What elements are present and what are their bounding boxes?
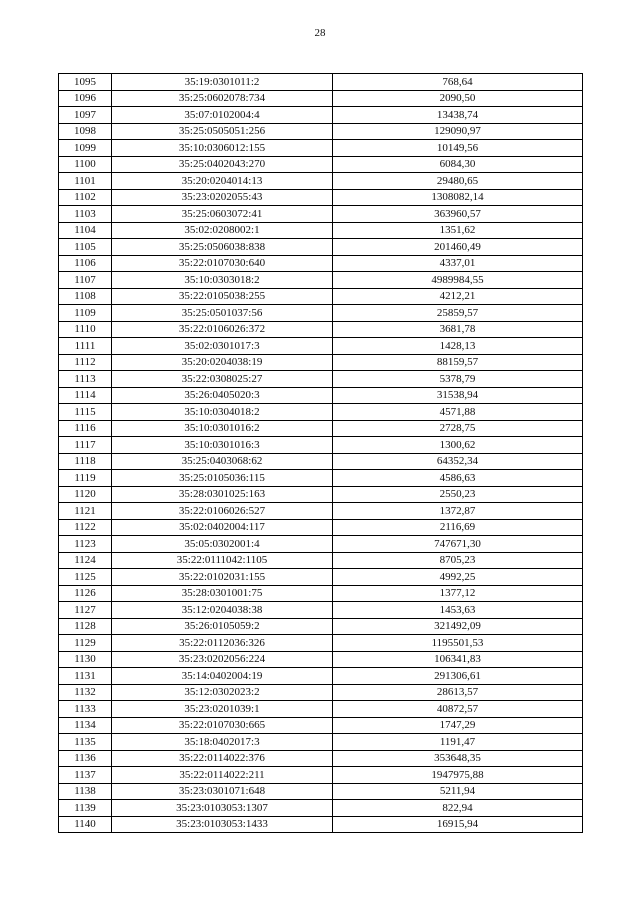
cadastral-value-cell: 13438,74 — [333, 107, 583, 124]
cadastral-number-cell: 35:10:0306012:155 — [112, 140, 333, 157]
row-number-cell: 1117 — [59, 437, 112, 454]
row-number-cell: 1119 — [59, 470, 112, 487]
row-number-cell: 1138 — [59, 783, 112, 800]
cadastral-value-cell: 5378,79 — [333, 371, 583, 388]
cadastral-number-cell: 35:22:0107030:665 — [112, 717, 333, 734]
table-body — [59, 74, 583, 833]
cadastral-value-cell: 25859,57 — [333, 305, 583, 322]
cadastral-number-cell: 35:22:0112036:326 — [112, 635, 333, 652]
cadastral-number-cell: 35:18:0402017:3 — [112, 734, 333, 751]
table-row — [59, 222, 583, 239]
table-row — [59, 338, 583, 355]
row-number-cell: 1124 — [59, 552, 112, 569]
cadastral-number-cell: 35:28:0301001:75 — [112, 585, 333, 602]
row-number-cell: 1121 — [59, 503, 112, 520]
table-row — [59, 635, 583, 652]
table-row — [59, 206, 583, 223]
cadastral-number-cell: 35:22:0114022:376 — [112, 750, 333, 767]
cadastral-number-cell: 35:22:0107030:640 — [112, 255, 333, 272]
cadastral-number-cell: 35:20:0204038:19 — [112, 354, 333, 371]
row-number-cell: 1135 — [59, 734, 112, 751]
cadastral-number-cell: 35:22:0114022:211 — [112, 767, 333, 784]
cadastral-number-cell: 35:25:0602078:734 — [112, 90, 333, 107]
cadastral-value-cell: 1377,12 — [333, 585, 583, 602]
table-row — [59, 618, 583, 635]
cadastral-number-cell: 35:23:0202055:43 — [112, 189, 333, 206]
table-row — [59, 321, 583, 338]
table-row — [59, 519, 583, 536]
row-number-cell: 1137 — [59, 767, 112, 784]
cadastral-value-cell: 29480,65 — [333, 173, 583, 190]
table-row — [59, 800, 583, 817]
cadastral-number-cell: 35:02:0301017:3 — [112, 338, 333, 355]
cadastral-value-cell: 1372,87 — [333, 503, 583, 520]
table-row — [59, 536, 583, 553]
cadastral-value-cell: 106341,83 — [333, 651, 583, 668]
cadastral-value-cell: 291306,61 — [333, 668, 583, 685]
table-row — [59, 90, 583, 107]
cadastral-number-cell: 35:19:0301011:2 — [112, 74, 333, 91]
row-number-cell: 1139 — [59, 800, 112, 817]
table-row — [59, 404, 583, 421]
table-row — [59, 503, 583, 520]
row-number-cell: 1105 — [59, 239, 112, 256]
row-number-cell: 1122 — [59, 519, 112, 536]
cadastral-value-cell: 321492,09 — [333, 618, 583, 635]
cadastral-value-cell: 1308082,14 — [333, 189, 583, 206]
cadastral-number-cell: 35:12:0302023:2 — [112, 684, 333, 701]
row-number-cell: 1129 — [59, 635, 112, 652]
cadastral-value-cell: 1191,47 — [333, 734, 583, 751]
row-number-cell: 1126 — [59, 585, 112, 602]
row-number-cell: 1111 — [59, 338, 112, 355]
cadastral-value-cell: 4571,88 — [333, 404, 583, 421]
cadastral-value-cell: 129090,97 — [333, 123, 583, 140]
table-row — [59, 734, 583, 751]
row-number-cell: 1134 — [59, 717, 112, 734]
row-number-cell: 1128 — [59, 618, 112, 635]
table-row — [59, 272, 583, 289]
row-number-cell: 1108 — [59, 288, 112, 305]
cadastral-value-cell: 31538,94 — [333, 387, 583, 404]
cadastral-value-cell: 1747,29 — [333, 717, 583, 734]
cadastral-number-cell: 35:10:0301016:3 — [112, 437, 333, 454]
cadastral-number-cell: 35:12:0204038:38 — [112, 602, 333, 619]
cadastral-number-cell: 35:22:0102031:155 — [112, 569, 333, 586]
row-number-cell: 1106 — [59, 255, 112, 272]
cadastral-value-cell: 88159,57 — [333, 354, 583, 371]
row-number-cell: 1101 — [59, 173, 112, 190]
cadastral-value-cell: 10149,56 — [333, 140, 583, 157]
row-number-cell: 1123 — [59, 536, 112, 553]
table-row — [59, 371, 583, 388]
cadastral-value-cell: 822,94 — [333, 800, 583, 817]
row-number-cell: 1113 — [59, 371, 112, 388]
cadastral-value-cell: 2116,69 — [333, 519, 583, 536]
cadastral-value-cell: 64352,34 — [333, 453, 583, 470]
cadastral-number-cell: 35:14:0402004:19 — [112, 668, 333, 685]
table-row — [59, 569, 583, 586]
row-number-cell: 1133 — [59, 701, 112, 718]
row-number-cell: 1112 — [59, 354, 112, 371]
table-row — [59, 156, 583, 173]
table-row — [59, 305, 583, 322]
cadastral-number-cell: 35:25:0403068:62 — [112, 453, 333, 470]
cadastral-value-cell: 2090,50 — [333, 90, 583, 107]
cadastral-number-cell: 35:10:0303018:2 — [112, 272, 333, 289]
cadastral-value-cell: 2728,75 — [333, 420, 583, 437]
table-row — [59, 750, 583, 767]
row-number-cell: 1114 — [59, 387, 112, 404]
cadastral-number-cell: 35:26:0105059:2 — [112, 618, 333, 635]
row-number-cell: 1118 — [59, 453, 112, 470]
table-row — [59, 189, 583, 206]
row-number-cell: 1099 — [59, 140, 112, 157]
cadastral-value-cell: 1300,62 — [333, 437, 583, 454]
cadastral-number-cell: 35:25:0505051:256 — [112, 123, 333, 140]
cadastral-value-cell: 4337,01 — [333, 255, 583, 272]
cadastral-number-cell: 35:25:0603072:41 — [112, 206, 333, 223]
table-row — [59, 602, 583, 619]
table-row — [59, 668, 583, 685]
cadastral-number-cell: 35:28:0301025:163 — [112, 486, 333, 503]
cadastral-number-cell: 35:22:0106026:372 — [112, 321, 333, 338]
cadastral-value-cell: 4212,21 — [333, 288, 583, 305]
cadastral-value-cell: 1351,62 — [333, 222, 583, 239]
cadastral-value-cell: 768,64 — [333, 74, 583, 91]
row-number-cell: 1110 — [59, 321, 112, 338]
cadastral-value-table — [58, 73, 583, 833]
table-row — [59, 486, 583, 503]
cadastral-number-cell: 35:25:0402043:270 — [112, 156, 333, 173]
row-number-cell: 1127 — [59, 602, 112, 619]
row-number-cell: 1100 — [59, 156, 112, 173]
cadastral-number-cell: 35:25:0105036:115 — [112, 470, 333, 487]
table-row — [59, 651, 583, 668]
cadastral-value-cell: 16915,94 — [333, 816, 583, 833]
table-row — [59, 437, 583, 454]
cadastral-number-cell: 35:22:0308025:27 — [112, 371, 333, 388]
cadastral-number-cell: 35:10:0304018:2 — [112, 404, 333, 421]
cadastral-number-cell: 35:26:0405020:3 — [112, 387, 333, 404]
row-number-cell: 1120 — [59, 486, 112, 503]
row-number-cell: 1132 — [59, 684, 112, 701]
cadastral-number-cell: 35:23:0103053:1433 — [112, 816, 333, 833]
table-row — [59, 552, 583, 569]
cadastral-number-cell: 35:02:0402004:117 — [112, 519, 333, 536]
cadastral-number-cell: 35:23:0201039:1 — [112, 701, 333, 718]
row-number-cell: 1115 — [59, 404, 112, 421]
row-number-cell: 1103 — [59, 206, 112, 223]
cadastral-value-cell: 40872,57 — [333, 701, 583, 718]
table-row — [59, 420, 583, 437]
row-number-cell: 1125 — [59, 569, 112, 586]
cadastral-value-cell: 353648,35 — [333, 750, 583, 767]
cadastral-value-cell: 8705,23 — [333, 552, 583, 569]
cadastral-number-cell: 35:22:0106026:527 — [112, 503, 333, 520]
cadastral-value-cell: 1195501,53 — [333, 635, 583, 652]
table-row — [59, 239, 583, 256]
row-number-cell: 1116 — [59, 420, 112, 437]
row-number-cell: 1109 — [59, 305, 112, 322]
cadastral-number-cell: 35:23:0202056:224 — [112, 651, 333, 668]
cadastral-value-cell: 4586,63 — [333, 470, 583, 487]
cadastral-value-cell: 1428,13 — [333, 338, 583, 355]
row-number-cell: 1097 — [59, 107, 112, 124]
cadastral-value-cell: 3681,78 — [333, 321, 583, 338]
row-number-cell: 1131 — [59, 668, 112, 685]
cadastral-number-cell: 35:20:0204014:13 — [112, 173, 333, 190]
cadastral-number-cell: 35:02:0208002:1 — [112, 222, 333, 239]
cadastral-value-cell: 28613,57 — [333, 684, 583, 701]
table-row — [59, 717, 583, 734]
cadastral-value-cell: 1947975,88 — [333, 767, 583, 784]
cadastral-number-cell: 35:10:0301016:2 — [112, 420, 333, 437]
cadastral-number-cell: 35:23:0103053:1307 — [112, 800, 333, 817]
table-row — [59, 767, 583, 784]
cadastral-value-cell: 747671,30 — [333, 536, 583, 553]
table-row — [59, 255, 583, 272]
table-row — [59, 123, 583, 140]
table-row — [59, 684, 583, 701]
cadastral-value-cell: 363960,57 — [333, 206, 583, 223]
cadastral-value-cell: 5211,94 — [333, 783, 583, 800]
cadastral-number-cell: 35:07:0102004:4 — [112, 107, 333, 124]
table-row — [59, 470, 583, 487]
row-number-cell: 1140 — [59, 816, 112, 833]
table-row — [59, 173, 583, 190]
table-row — [59, 453, 583, 470]
cadastral-number-cell: 35:05:0302001:4 — [112, 536, 333, 553]
cadastral-value-cell: 4989984,55 — [333, 272, 583, 289]
row-number-cell: 1136 — [59, 750, 112, 767]
table-row — [59, 585, 583, 602]
cadastral-value-cell: 4992,25 — [333, 569, 583, 586]
table-row — [59, 74, 583, 91]
table-row — [59, 354, 583, 371]
table-row — [59, 288, 583, 305]
cadastral-number-cell: 35:23:0301071:648 — [112, 783, 333, 800]
row-number-cell: 1102 — [59, 189, 112, 206]
table-row — [59, 107, 583, 124]
row-number-cell: 1107 — [59, 272, 112, 289]
table-row — [59, 701, 583, 718]
table-row — [59, 387, 583, 404]
cadastral-number-cell: 35:22:0105038:255 — [112, 288, 333, 305]
cadastral-value-cell: 2550,23 — [333, 486, 583, 503]
cadastral-value-cell: 6084,30 — [333, 156, 583, 173]
row-number-cell: 1095 — [59, 74, 112, 91]
row-number-cell: 1098 — [59, 123, 112, 140]
row-number-cell: 1096 — [59, 90, 112, 107]
page-number: 28 — [314, 27, 326, 39]
cadastral-number-cell: 35:25:0501037:56 — [112, 305, 333, 322]
cadastral-number-cell: 35:22:0111042:1105 — [112, 552, 333, 569]
row-number-cell: 1104 — [59, 222, 112, 239]
table-row — [59, 783, 583, 800]
cadastral-value-cell: 201460,49 — [333, 239, 583, 256]
row-number-cell: 1130 — [59, 651, 112, 668]
cadastral-number-cell: 35:25:0506038:838 — [112, 239, 333, 256]
table-row — [59, 816, 583, 833]
cadastral-value-cell: 1453,63 — [333, 602, 583, 619]
table-row — [59, 140, 583, 157]
